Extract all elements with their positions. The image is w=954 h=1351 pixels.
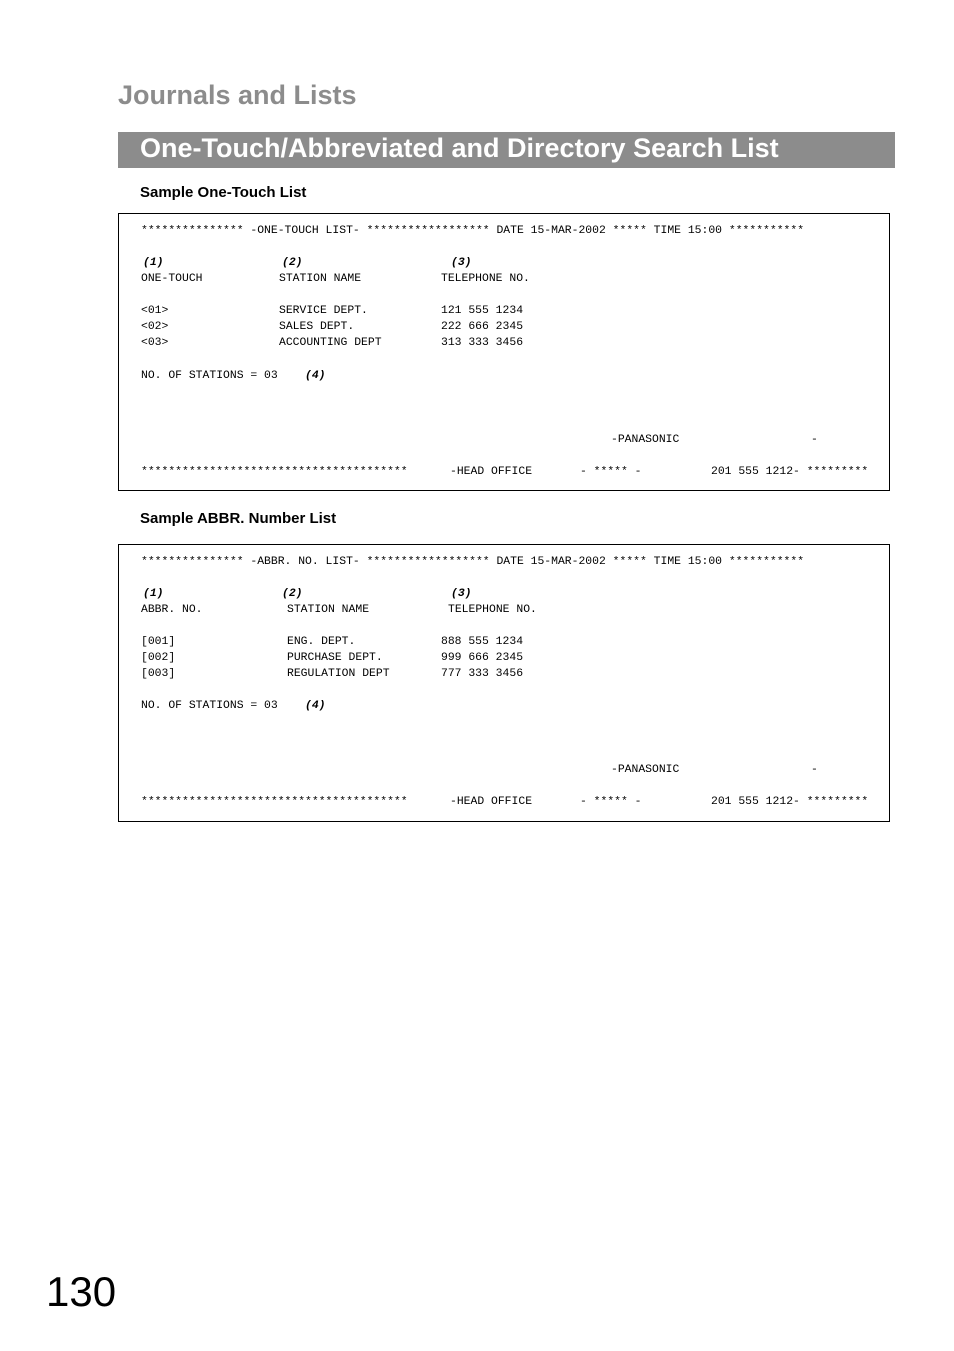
callout-4: (4) (305, 700, 326, 712)
footer-dash: - (811, 764, 818, 776)
footer-stars: *************************************** (141, 796, 408, 808)
row-telephone: 999 666 2345 (441, 652, 524, 664)
column-header-station: STATION NAME (279, 273, 362, 285)
footer-mid: - ***** - (580, 466, 642, 478)
column-header-telephone: TELEPHONE NO. (441, 273, 530, 285)
row-station: ENG. DEPT. (287, 636, 356, 648)
callout-3: (3) (451, 588, 472, 600)
row-number: [002] (141, 652, 176, 664)
column-header-number: ABBR. NO. (141, 604, 203, 616)
row-number: [003] (141, 668, 176, 680)
callout-2: (2) (282, 588, 303, 600)
callout-1: (1) (143, 257, 164, 269)
footer-tail: 201 555 1212- ********* (711, 466, 869, 478)
footer-office: -HEAD OFFICE (450, 796, 533, 808)
footer-name: -PANASONIC (611, 434, 680, 446)
row-telephone: 222 666 2345 (441, 321, 524, 333)
callout-2: (2) (282, 257, 303, 269)
row-number: <02> (141, 321, 169, 333)
row-telephone: 888 555 1234 (441, 636, 524, 648)
row-station: SALES DEPT. (279, 321, 355, 333)
abbr-list-sample (118, 544, 890, 822)
chapter-title: Journals and Lists (118, 80, 357, 110)
row-telephone: 313 333 3456 (441, 337, 524, 349)
callout-3: (3) (451, 257, 472, 269)
row-station: REGULATION DEPT (287, 668, 390, 680)
callout-4: (4) (305, 370, 326, 382)
page-number: 130 (46, 1268, 117, 1315)
stations-count: NO. OF STATIONS = 03 (141, 370, 278, 382)
column-header-number: ONE-TOUCH (141, 273, 203, 285)
one-touch-list-sample (118, 213, 890, 491)
list-header-line: *************** -ONE-TOUCH LIST- ****************** DATE 15-MAR-2002 ***** TIME 15:00 *********** (141, 225, 805, 237)
footer-stars: *************************************** (141, 466, 408, 478)
row-number: <01> (141, 305, 169, 317)
row-station: SERVICE DEPT. (279, 305, 368, 317)
row-number: [001] (141, 636, 176, 648)
column-header-station: STATION NAME (287, 604, 370, 616)
column-header-telephone: TELEPHONE NO. (448, 604, 537, 616)
section-title: One-Touch/Abbreviated and Directory Search List (140, 133, 779, 163)
list-header-line: *************** -ABBR. NO. LIST- ****************** DATE 15-MAR-2002 ***** TIME 15:00 *********** (141, 556, 805, 568)
footer-name: -PANASONIC (611, 764, 680, 776)
callout-1: (1) (143, 588, 164, 600)
row-telephone: 777 333 3456 (441, 668, 524, 680)
row-telephone: 121 555 1234 (441, 305, 524, 317)
stations-count: NO. OF STATIONS = 03 (141, 700, 278, 712)
row-station: ACCOUNTING DEPT (279, 337, 382, 349)
abbr-list-subheading: Sample ABBR. Number List (140, 510, 337, 527)
footer-office: -HEAD OFFICE (450, 466, 533, 478)
section-title-banner (118, 132, 895, 168)
row-station: PURCHASE DEPT. (287, 652, 383, 664)
row-number: <03> (141, 337, 169, 349)
footer-dash: - (811, 434, 818, 446)
one-touch-list-subheading: Sample One-Touch List (140, 184, 307, 201)
footer-tail: 201 555 1212- ********* (711, 796, 869, 808)
footer-mid: - ***** - (580, 796, 642, 808)
